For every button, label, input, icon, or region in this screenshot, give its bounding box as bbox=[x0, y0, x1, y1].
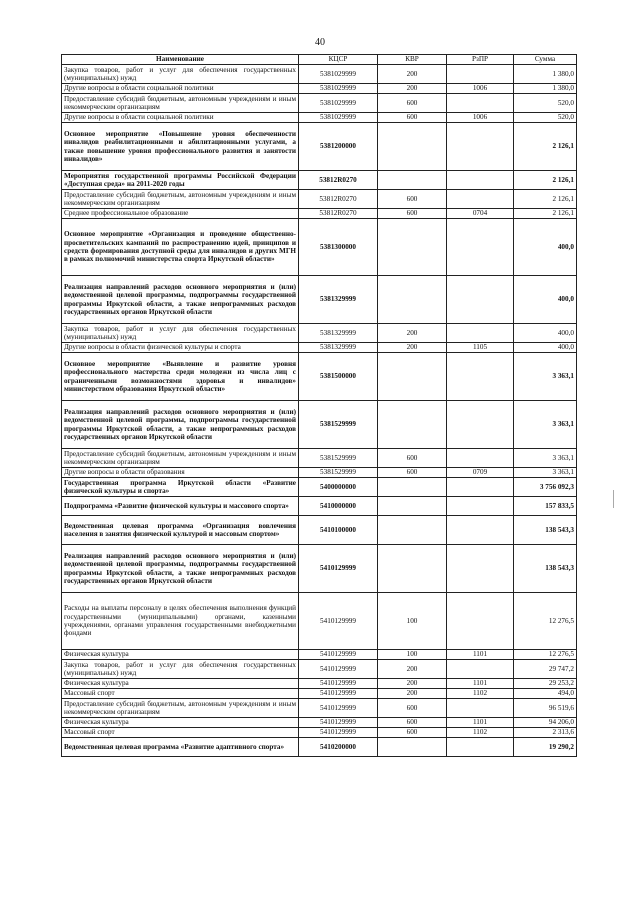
cell-rzpr: 1102 bbox=[447, 728, 514, 738]
table-row bbox=[62, 276, 577, 324]
cell-name: Предоставление субсидий бюджетным, автономным учреждениям и иным некоммерческим организациям bbox=[62, 449, 299, 468]
cell-rzpr bbox=[447, 660, 514, 679]
cell-sum: 3 363,1 bbox=[514, 449, 577, 468]
table-row bbox=[62, 728, 577, 738]
cell-rzpr bbox=[447, 699, 514, 718]
cell-kvr: 200 bbox=[378, 84, 447, 94]
cell-kvr: 600 bbox=[378, 94, 447, 113]
cell-kcsr: 5410000000 bbox=[299, 497, 378, 516]
cell-name: Другие вопросы в области социальной политики bbox=[62, 84, 299, 94]
cell-name: Ведомственная целевая программа «Развитие адаптивного спорта» bbox=[62, 738, 299, 757]
cell-rzpr bbox=[447, 65, 514, 84]
cell-kcsr: 5381529999 bbox=[299, 401, 378, 449]
cell-kcsr: 5410129999 bbox=[299, 679, 378, 689]
table-row bbox=[62, 324, 577, 343]
cell-kcsr: 5410129999 bbox=[299, 689, 378, 699]
cell-rzpr: 1006 bbox=[447, 113, 514, 123]
cell-rzpr: 1101 bbox=[447, 679, 514, 689]
cell-kvr bbox=[378, 516, 447, 545]
cell-sum: 1 380,0 bbox=[514, 65, 577, 84]
cell-name: Подпрограмма «Развитие физической культуры и массового спорта» bbox=[62, 497, 299, 516]
table-row bbox=[62, 679, 577, 689]
cell-name: Расходы на выплаты персоналу в целях обеспечения выполнения функций государственными (муниципальными) органами, казенными учреждениями, органами управления государственными внебюджетными фондами bbox=[62, 593, 299, 650]
cell-name: Предоставление субсидий бюджетным, автономным учреждениям и иным некоммерческим организациям bbox=[62, 190, 299, 209]
cell-kvr bbox=[378, 497, 447, 516]
cell-rzpr bbox=[447, 516, 514, 545]
cell-kcsr: 5410129999 bbox=[299, 545, 378, 593]
table-body bbox=[62, 65, 577, 757]
cell-sum: 94 206,0 bbox=[514, 718, 577, 728]
cell-sum: 29 253,2 bbox=[514, 679, 577, 689]
cell-kvr bbox=[378, 171, 447, 190]
cell-name: Предоставление субсидий бюджетным, автономным учреждениям и иным некоммерческим организациям bbox=[62, 94, 299, 113]
cell-kcsr: 53812R0270 bbox=[299, 190, 378, 209]
cell-kcsr: 5381529999 bbox=[299, 449, 378, 468]
cell-rzpr bbox=[447, 593, 514, 650]
table-row bbox=[62, 516, 577, 545]
cell-kcsr: 5381529999 bbox=[299, 468, 378, 478]
cell-rzpr bbox=[447, 190, 514, 209]
cell-sum: 2 126,1 bbox=[514, 190, 577, 209]
cell-name: Другие вопросы в области физической культуры и спорта bbox=[62, 343, 299, 353]
cell-kvr: 600 bbox=[378, 113, 447, 123]
cell-kvr: 600 bbox=[378, 728, 447, 738]
cell-sum: 520,0 bbox=[514, 113, 577, 123]
cell-name: Физическая культура bbox=[62, 650, 299, 660]
cell-name: Закупка товаров, работ и услуг для обеспечения государственных (муниципальных) нужд bbox=[62, 324, 299, 343]
cell-kvr: 200 bbox=[378, 689, 447, 699]
table-row bbox=[62, 113, 577, 123]
cell-kvr: 600 bbox=[378, 468, 447, 478]
table-row bbox=[62, 353, 577, 401]
cell-rzpr bbox=[447, 401, 514, 449]
cell-sum: 3 363,1 bbox=[514, 468, 577, 478]
cell-kcsr: 5410129999 bbox=[299, 718, 378, 728]
cell-sum: 400,0 bbox=[514, 276, 577, 324]
cell-name: Реализация направлений расходов основного мероприятия и (или) ведомственной целевой программы, подпрограммы государственной программы Иркутской области, а также непрограммных расходов государственных органов Иркутской области bbox=[62, 545, 299, 593]
cell-sum: 2 313,6 bbox=[514, 728, 577, 738]
cell-sum: 520,0 bbox=[514, 94, 577, 113]
cell-kcsr: 5381329999 bbox=[299, 276, 378, 324]
cell-kcsr: 5381329999 bbox=[299, 324, 378, 343]
header-name: Наименование bbox=[62, 55, 299, 65]
cell-kcsr: 5381029999 bbox=[299, 84, 378, 94]
cell-sum: 12 276,5 bbox=[514, 650, 577, 660]
cell-kcsr: 5410129999 bbox=[299, 593, 378, 650]
table-row bbox=[62, 689, 577, 699]
cell-kvr: 600 bbox=[378, 209, 447, 219]
cell-name: Реализация направлений расходов основного мероприятия и (или) ведомственной целевой программы, подпрограммы государственной программы Иркутской области, а также непрограммных расходов государственных органов Иркутской области bbox=[62, 401, 299, 449]
cell-name: Основное мероприятие «Выявление и развитие уровня профессионального мастерства среди молодежи из числа лиц с ограниченными возможностями здоровья и инвалидов» министерством образования Иркутской области» bbox=[62, 353, 299, 401]
header-sum: Сумма bbox=[514, 55, 577, 65]
cell-kvr: 600 bbox=[378, 718, 447, 728]
table-row bbox=[62, 699, 577, 718]
cell-kvr: 200 bbox=[378, 65, 447, 84]
table-row bbox=[62, 468, 577, 478]
cell-name: Массовый спорт bbox=[62, 728, 299, 738]
cell-rzpr bbox=[447, 123, 514, 171]
table-row bbox=[62, 497, 577, 516]
cell-sum: 400,0 bbox=[514, 343, 577, 353]
cell-kvr bbox=[378, 219, 447, 276]
cell-sum: 19 290,2 bbox=[514, 738, 577, 757]
header-kcsr: КЦСР bbox=[299, 55, 378, 65]
cell-kcsr: 53812R0270 bbox=[299, 171, 378, 190]
table-row bbox=[62, 171, 577, 190]
table-row bbox=[62, 209, 577, 219]
cell-sum: 96 519,6 bbox=[514, 699, 577, 718]
cell-kcsr: 5410129999 bbox=[299, 650, 378, 660]
cell-name: Массовый спорт bbox=[62, 689, 299, 699]
table-row bbox=[62, 660, 577, 679]
header-kvr: КВР bbox=[378, 55, 447, 65]
cell-kvr bbox=[378, 401, 447, 449]
cell-name: Закупка товаров, работ и услуг для обеспечения государственных (муниципальных) нужд bbox=[62, 65, 299, 84]
cell-name: Физическая культура bbox=[62, 679, 299, 689]
cell-kvr: 200 bbox=[378, 679, 447, 689]
table-row bbox=[62, 94, 577, 113]
cell-rzpr: 1105 bbox=[447, 343, 514, 353]
cell-sum: 1 380,0 bbox=[514, 84, 577, 94]
cell-rzpr: 1006 bbox=[447, 84, 514, 94]
cell-kcsr: 5381200000 bbox=[299, 123, 378, 171]
cell-kvr: 200 bbox=[378, 660, 447, 679]
page-number: 40 bbox=[315, 37, 325, 48]
budget-table bbox=[61, 54, 577, 757]
table-row bbox=[62, 449, 577, 468]
cell-rzpr: 0709 bbox=[447, 468, 514, 478]
cell-kvr bbox=[378, 545, 447, 593]
header-rzpr: РзПР bbox=[447, 55, 514, 65]
table-row bbox=[62, 401, 577, 449]
cell-name: Основное мероприятие «Повышение уровня обеспеченности инвалидов реабилитационными и абилитационными услугами, а также повышение уровня профессионального развития и занятости инвалидов» bbox=[62, 123, 299, 171]
cell-sum: 400,0 bbox=[514, 219, 577, 276]
cell-kcsr: 5381029999 bbox=[299, 113, 378, 123]
scan-mark bbox=[613, 490, 617, 508]
cell-kcsr: 5381029999 bbox=[299, 65, 378, 84]
cell-name: Ведомственная целевая программа «Организация вовлечения населения в занятия физической культурой и массовым спортом» bbox=[62, 516, 299, 545]
cell-kcsr: 5400000000 bbox=[299, 478, 378, 497]
table-row bbox=[62, 478, 577, 497]
cell-kvr: 600 bbox=[378, 190, 447, 209]
table-row bbox=[62, 219, 577, 276]
table-row bbox=[62, 190, 577, 209]
cell-name: Закупка товаров, работ и услуг для обеспечения государственных (муниципальных) нужд bbox=[62, 660, 299, 679]
cell-name: Реализация направлений расходов основного мероприятия и (или) ведомственной целевой программы, подпрограммы государственной программы Иркутской области, а также непрограммных расходов государственных органов Иркутской области bbox=[62, 276, 299, 324]
table-row bbox=[62, 123, 577, 171]
cell-kvr: 100 bbox=[378, 650, 447, 660]
cell-name: Государственная программа Иркутской области «Развитие физической культуры и спорта» bbox=[62, 478, 299, 497]
table-row bbox=[62, 718, 577, 728]
cell-name: Физическая культура bbox=[62, 718, 299, 728]
cell-name: Среднее профессиональное образование bbox=[62, 209, 299, 219]
cell-kvr: 100 bbox=[378, 593, 447, 650]
cell-sum: 400,0 bbox=[514, 324, 577, 343]
table-row bbox=[62, 738, 577, 757]
cell-sum: 3 363,1 bbox=[514, 353, 577, 401]
cell-kcsr: 5410200000 bbox=[299, 738, 378, 757]
cell-kvr bbox=[378, 123, 447, 171]
cell-sum: 2 126,1 bbox=[514, 123, 577, 171]
cell-rzpr: 0704 bbox=[447, 209, 514, 219]
cell-rzpr bbox=[447, 324, 514, 343]
cell-sum: 157 833,5 bbox=[514, 497, 577, 516]
cell-rzpr: 1101 bbox=[447, 650, 514, 660]
cell-sum: 138 543,3 bbox=[514, 545, 577, 593]
cell-kcsr: 53812R0270 bbox=[299, 209, 378, 219]
cell-sum: 29 747,2 bbox=[514, 660, 577, 679]
cell-rzpr bbox=[447, 276, 514, 324]
cell-kcsr: 5410129999 bbox=[299, 728, 378, 738]
cell-rzpr bbox=[447, 478, 514, 497]
cell-kvr: 600 bbox=[378, 699, 447, 718]
cell-rzpr bbox=[447, 449, 514, 468]
cell-rzpr bbox=[447, 497, 514, 516]
cell-kvr: 600 bbox=[378, 449, 447, 468]
cell-sum: 494,0 bbox=[514, 689, 577, 699]
cell-rzpr: 1101 bbox=[447, 718, 514, 728]
cell-kvr bbox=[378, 276, 447, 324]
table-row bbox=[62, 650, 577, 660]
cell-name: Мероприятия государственной программы Российской Федерации «Доступная среда» на 2011-2020 годы bbox=[62, 171, 299, 190]
cell-kvr: 200 bbox=[378, 343, 447, 353]
cell-sum: 3 756 092,3 bbox=[514, 478, 577, 497]
cell-name: Другие вопросы в области социальной политики bbox=[62, 113, 299, 123]
cell-kcsr: 5410129999 bbox=[299, 699, 378, 718]
cell-kcsr: 5381329999 bbox=[299, 343, 378, 353]
cell-kvr bbox=[378, 478, 447, 497]
cell-rzpr bbox=[447, 545, 514, 593]
cell-sum: 138 543,3 bbox=[514, 516, 577, 545]
cell-rzpr bbox=[447, 353, 514, 401]
cell-name: Предоставление субсидий бюджетным, автономным учреждениям и иным некоммерческим организациям bbox=[62, 699, 299, 718]
cell-rzpr bbox=[447, 171, 514, 190]
cell-kvr: 200 bbox=[378, 324, 447, 343]
cell-kcsr: 5410129999 bbox=[299, 660, 378, 679]
cell-sum: 2 126,1 bbox=[514, 209, 577, 219]
table-header-row bbox=[62, 55, 577, 65]
cell-rzpr: 1102 bbox=[447, 689, 514, 699]
table-row bbox=[62, 593, 577, 650]
table-row bbox=[62, 65, 577, 84]
cell-name: Основное мероприятие «Организация и проведение общественно-просветительских кампаний по распространению идей, принципов и средств формирования доступной среды для инвалидов и других МГН в рамках полномочий министерства спорта Иркутской области» bbox=[62, 219, 299, 276]
cell-kcsr: 5410100000 bbox=[299, 516, 378, 545]
cell-rzpr bbox=[447, 94, 514, 113]
cell-kvr bbox=[378, 738, 447, 757]
cell-name: Другие вопросы в области образования bbox=[62, 468, 299, 478]
cell-kcsr: 5381500000 bbox=[299, 353, 378, 401]
cell-sum: 12 276,5 bbox=[514, 593, 577, 650]
cell-kvr bbox=[378, 353, 447, 401]
table-row bbox=[62, 84, 577, 94]
cell-rzpr bbox=[447, 738, 514, 757]
cell-kcsr: 5381300000 bbox=[299, 219, 378, 276]
cell-kcsr: 5381029999 bbox=[299, 94, 378, 113]
cell-rzpr bbox=[447, 219, 514, 276]
cell-sum: 2 126,1 bbox=[514, 171, 577, 190]
table-row bbox=[62, 545, 577, 593]
cell-sum: 3 363,1 bbox=[514, 401, 577, 449]
table-row bbox=[62, 343, 577, 353]
